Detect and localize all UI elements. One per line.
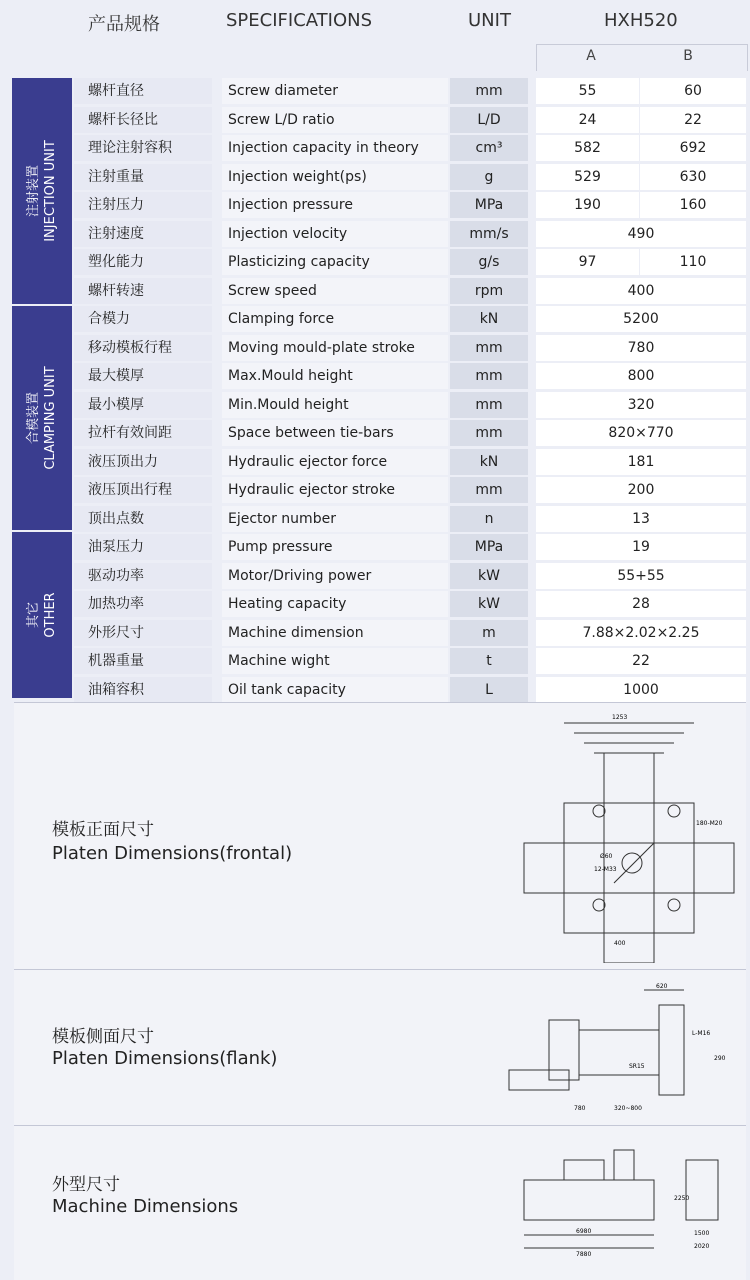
spec-value-a: 582 bbox=[536, 135, 639, 161]
spec-value: 200 bbox=[536, 477, 746, 503]
spec-row bbox=[74, 335, 746, 362]
spec-row bbox=[74, 563, 746, 590]
spec-value: 5200 bbox=[536, 306, 746, 332]
spec-unit: mm bbox=[450, 335, 528, 361]
spec-row bbox=[74, 534, 746, 561]
machine-drawing bbox=[514, 1140, 744, 1270]
spec-unit: L bbox=[450, 677, 528, 703]
panel-machine-cn: 外型尺寸 bbox=[52, 1175, 120, 1195]
spec-row bbox=[74, 648, 746, 675]
spec-row bbox=[74, 135, 746, 162]
spec-value-b: 630 bbox=[640, 164, 746, 190]
center-hole bbox=[622, 853, 642, 873]
machine-len1: 6980 bbox=[576, 1228, 592, 1235]
spec-name-cn: 螺杆长径比 bbox=[74, 107, 212, 133]
spec-value: 400 bbox=[536, 278, 746, 304]
spec-value: 800 bbox=[536, 363, 746, 389]
spec-name-en: Heating capacity bbox=[222, 591, 448, 617]
spec-unit: m bbox=[450, 620, 528, 646]
spec-row bbox=[74, 591, 746, 618]
spec-name-cn: 塑化能力 bbox=[74, 249, 212, 275]
spec-name-en: Pump pressure bbox=[222, 534, 448, 560]
spec-name-en: Injection weight(ps) bbox=[222, 164, 448, 190]
group-injection bbox=[12, 78, 72, 304]
spec-name-cn: 螺杆直径 bbox=[74, 78, 212, 104]
spec-value: 490 bbox=[536, 221, 746, 247]
spec-name-cn: 注射压力 bbox=[74, 192, 212, 218]
header-model: HXH520 bbox=[604, 10, 678, 31]
flank-dim-b1: 780 bbox=[574, 1105, 586, 1112]
spec-name-en: Injection velocity bbox=[222, 221, 448, 247]
spec-unit: kW bbox=[450, 563, 528, 589]
spec-unit: t bbox=[450, 648, 528, 674]
spec-value: 55+55 bbox=[536, 563, 746, 589]
spec-value-b: 110 bbox=[640, 249, 746, 275]
spec-value: 19 bbox=[536, 534, 746, 560]
flank-dim-e: 290 bbox=[714, 1055, 726, 1062]
spec-name-cn: 顶出点数 bbox=[74, 506, 212, 532]
col-b-label: B bbox=[683, 48, 693, 64]
spec-value: 820×770 bbox=[536, 420, 746, 446]
spec-name-en: Machine wight bbox=[222, 648, 448, 674]
spec-row bbox=[74, 78, 746, 105]
flank-sr: SR15 bbox=[629, 1063, 645, 1070]
header-cn: 产品规格 bbox=[88, 14, 160, 35]
spec-name-en: Max.Mould height bbox=[222, 363, 448, 389]
spec-name-en: Clamping force bbox=[222, 306, 448, 332]
spec-name-cn: 注射重量 bbox=[74, 164, 212, 190]
tie-bar-hole bbox=[593, 805, 605, 817]
spec-value-b: 160 bbox=[640, 192, 746, 218]
frontal-note: 180-M20 bbox=[696, 820, 723, 827]
spec-row bbox=[74, 677, 746, 704]
spec-row bbox=[74, 221, 746, 248]
spec-value-a: 529 bbox=[536, 164, 639, 190]
spec-name-en: Motor/Driving power bbox=[222, 563, 448, 589]
spec-row bbox=[74, 164, 746, 191]
spec-name-cn: 液压顶出力 bbox=[74, 449, 212, 475]
spec-name-en: Machine dimension bbox=[222, 620, 448, 646]
group-clamping-cn: 合模装置 bbox=[26, 391, 41, 445]
spec-unit: g/s bbox=[450, 249, 528, 275]
machine-height: 2250 bbox=[674, 1195, 690, 1202]
machine-w2: 2020 bbox=[694, 1243, 710, 1250]
panel-flank-en: Platen Dimensions(flank) bbox=[52, 1048, 278, 1069]
spec-value-a: 55 bbox=[536, 78, 639, 104]
spec-name-en: Hydraulic ejector stroke bbox=[222, 477, 448, 503]
frontal-dim-bottom: 400 bbox=[614, 940, 626, 947]
spec-unit: mm bbox=[450, 477, 528, 503]
spec-value: 181 bbox=[536, 449, 746, 475]
spec-unit: cm³ bbox=[450, 135, 528, 161]
spec-value-a: 190 bbox=[536, 192, 639, 218]
spec-name-en: Injection pressure bbox=[222, 192, 448, 218]
spec-row bbox=[74, 363, 746, 390]
spec-unit: mm bbox=[450, 420, 528, 446]
tie-bar-hole bbox=[668, 805, 680, 817]
spec-name-en: Screw L/D ratio bbox=[222, 107, 448, 133]
panel-flank bbox=[14, 969, 746, 1125]
spec-row bbox=[74, 506, 746, 533]
spec-unit: L/D bbox=[450, 107, 528, 133]
spec-name-cn: 合模力 bbox=[74, 306, 212, 332]
spec-value: 1000 bbox=[536, 677, 746, 703]
machine-w1: 1500 bbox=[694, 1230, 710, 1237]
panel-frontal bbox=[14, 702, 746, 969]
machine-end-view bbox=[686, 1160, 718, 1220]
machine-clamp bbox=[564, 1160, 604, 1180]
spec-name-cn: 移动模板行程 bbox=[74, 335, 212, 361]
spec-unit: kN bbox=[450, 306, 528, 332]
spec-name-en: Injection capacity in theory bbox=[222, 135, 448, 161]
spec-unit: MPa bbox=[450, 192, 528, 218]
spec-row bbox=[74, 192, 746, 219]
spec-row bbox=[74, 306, 746, 333]
spec-unit: kW bbox=[450, 591, 528, 617]
spec-row bbox=[74, 449, 746, 476]
spec-value: 320 bbox=[536, 392, 746, 418]
spec-name-cn: 加热功率 bbox=[74, 591, 212, 617]
flank-dim-top: 620 bbox=[656, 983, 668, 990]
spec-name-cn: 液压顶出行程 bbox=[74, 477, 212, 503]
flank-platen-right bbox=[659, 1005, 684, 1095]
header-en: SPECIFICATIONS bbox=[226, 10, 373, 31]
spec-name-en: Screw diameter bbox=[222, 78, 448, 104]
group-clamping bbox=[12, 306, 72, 530]
frontal-drawing bbox=[504, 713, 744, 963]
flank-body bbox=[579, 1030, 659, 1075]
group-other-en: OTHER bbox=[43, 592, 58, 638]
spec-name-cn: 螺杆转速 bbox=[74, 278, 212, 304]
panel-flank-cn: 模板侧面尺寸 bbox=[52, 1027, 154, 1047]
spec-unit: g bbox=[450, 164, 528, 190]
spec-unit: mm bbox=[450, 392, 528, 418]
tie-bar-hole bbox=[668, 899, 680, 911]
panel-machine-en: Machine Dimensions bbox=[52, 1196, 239, 1217]
tie-bar-hole bbox=[593, 899, 605, 911]
spec-name-en: Plasticizing capacity bbox=[222, 249, 448, 275]
machine-body bbox=[524, 1180, 654, 1220]
spec-unit: mm/s bbox=[450, 221, 528, 247]
spec-name-en: Oil tank capacity bbox=[222, 677, 448, 703]
panel-frontal-cn: 模板正面尺寸 bbox=[52, 820, 154, 840]
spec-name-cn: 拉杆有效间距 bbox=[74, 420, 212, 446]
spec-row bbox=[74, 420, 746, 447]
spec-row bbox=[74, 392, 746, 419]
spec-name-cn: 理论注射容积 bbox=[74, 135, 212, 161]
spec-unit: rpm bbox=[450, 278, 528, 304]
spec-name-en: Space between tie-bars bbox=[222, 420, 448, 446]
spec-name-cn: 注射速度 bbox=[74, 221, 212, 247]
spec-name-cn: 驱动功率 bbox=[74, 563, 212, 589]
spec-name-cn: 外形尺寸 bbox=[74, 620, 212, 646]
spec-name-cn: 最小模厚 bbox=[74, 392, 212, 418]
spec-value-a: 24 bbox=[536, 107, 639, 133]
flank-drawing bbox=[494, 980, 734, 1120]
spec-name-en: Min.Mould height bbox=[222, 392, 448, 418]
col-a-label: A bbox=[586, 48, 596, 64]
spec-value-b: 692 bbox=[640, 135, 746, 161]
spec-name-en: Screw speed bbox=[222, 278, 448, 304]
spec-value: 13 bbox=[536, 506, 746, 532]
spec-name-cn: 油泵压力 bbox=[74, 534, 212, 560]
group-other bbox=[12, 532, 72, 698]
spec-unit: MPa bbox=[450, 534, 528, 560]
spec-row bbox=[74, 477, 746, 504]
flank-platen-left bbox=[549, 1020, 579, 1080]
spec-value-a: 97 bbox=[536, 249, 639, 275]
spec-name-cn: 油箱容积 bbox=[74, 677, 212, 703]
group-other-cn: 其它 bbox=[26, 601, 41, 629]
spec-name-en: Hydraulic ejector force bbox=[222, 449, 448, 475]
frontal-bolt: 12-M33 bbox=[594, 866, 617, 873]
spec-unit: mm bbox=[450, 363, 528, 389]
spec-row bbox=[74, 249, 746, 276]
spec-value-b: 60 bbox=[640, 78, 746, 104]
machine-hopper bbox=[614, 1150, 634, 1180]
spec-unit: n bbox=[450, 506, 528, 532]
spec-row bbox=[74, 107, 746, 134]
spec-unit: mm bbox=[450, 78, 528, 104]
group-injection-cn: 注射装置 bbox=[26, 165, 41, 218]
spec-value: 780 bbox=[536, 335, 746, 361]
spec-value: 22 bbox=[536, 648, 746, 674]
frontal-dia: Ø60 bbox=[600, 853, 613, 860]
flank-dim-b2: 320~800 bbox=[614, 1105, 642, 1112]
header-unit: UNIT bbox=[468, 10, 511, 31]
spec-name-cn: 机器重量 bbox=[74, 648, 212, 674]
spec-row bbox=[74, 278, 746, 305]
spec-row bbox=[74, 620, 746, 647]
spec-value-b: 22 bbox=[640, 107, 746, 133]
panel-machine bbox=[14, 1125, 746, 1280]
group-injection-en: INJECTION UNIT bbox=[43, 140, 58, 242]
spec-value: 28 bbox=[536, 591, 746, 617]
header-value-box bbox=[536, 44, 748, 71]
spec-name-en: Moving mould-plate stroke bbox=[222, 335, 448, 361]
spec-unit: kN bbox=[450, 449, 528, 475]
flank-note: L-M16 bbox=[692, 1030, 711, 1037]
spec-name-cn: 最大模厚 bbox=[74, 363, 212, 389]
machine-len2: 7880 bbox=[576, 1251, 592, 1258]
spec-value: 7.88×2.02×2.25 bbox=[536, 620, 746, 646]
group-clamping-en: CLAMPING UNIT bbox=[43, 366, 58, 470]
frontal-dim-top: 1253 bbox=[612, 714, 628, 721]
panel-frontal-en: Platen Dimensions(frontal) bbox=[52, 843, 293, 864]
spec-name-en: Ejector number bbox=[222, 506, 448, 532]
